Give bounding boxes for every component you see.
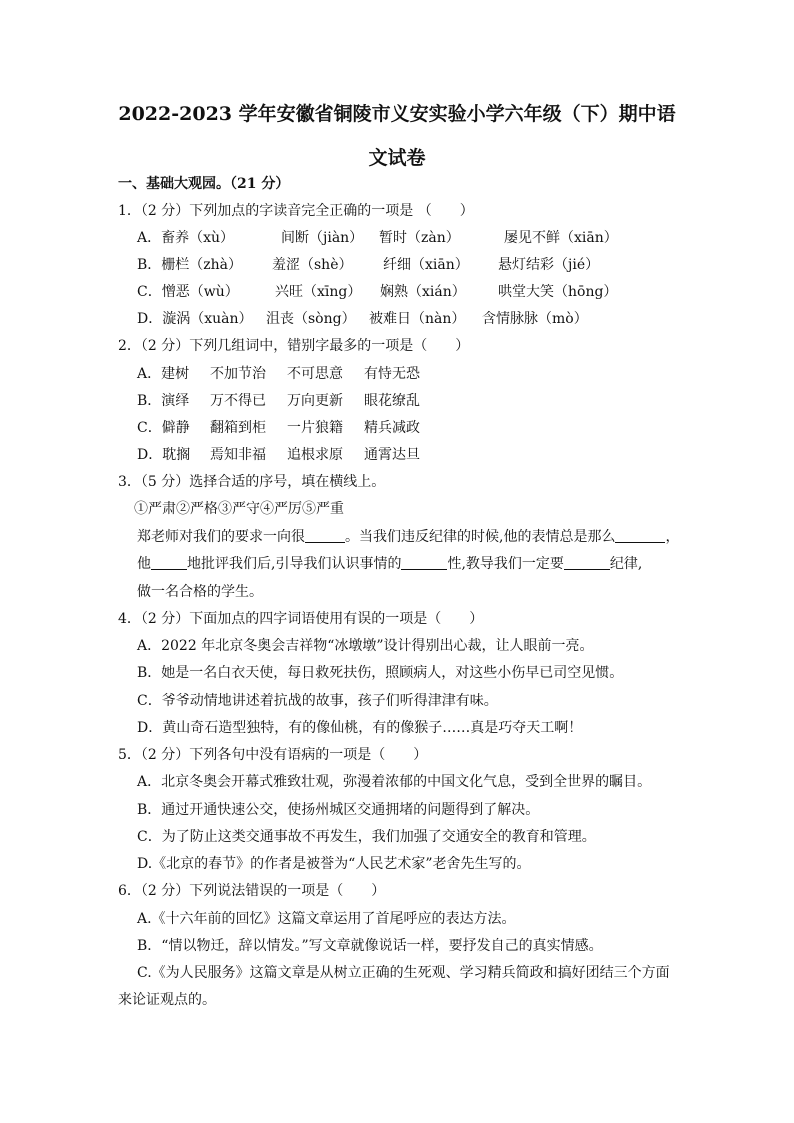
- q2-c-2: 翻箱到柜: [210, 420, 266, 436]
- q3-blank-4[interactable]: [401, 555, 447, 570]
- q5-stem: 5．（2 分）下列各句中没有语病的一项是（ ）: [118, 747, 428, 763]
- q2-d-3: 追根求原: [287, 447, 343, 463]
- q2-d-2: 焉知非福: [210, 447, 266, 463]
- q1-a-3: 暂时（zàn）: [379, 230, 460, 246]
- q5-option-c: C．为了防止这类交通事故不再发生，我们加强了交通安全的教育和管理。: [137, 829, 596, 845]
- q1-b-2: 羞涩（shè）: [272, 257, 353, 273]
- q3-blank-5[interactable]: [564, 555, 610, 570]
- q4-option-c: C．爷爷动情地讲述着抗战的故事，孩子们听得津津有味。: [137, 693, 498, 709]
- q1-b-4: 悬灯结彩（jié）: [498, 257, 600, 273]
- q4-stem: 4．（2 分）下面加点的四字词语使用有误的一项是（ ）: [118, 611, 484, 627]
- page-title: [100, 92, 694, 180]
- q2-a-3: 不可思意: [287, 366, 343, 382]
- q2-b-2: 万不得已: [210, 393, 266, 409]
- q2-stem: 2．（2 分）下列几组词中，错别字最多的一项是（ ）: [118, 338, 470, 354]
- q5-option-a: A．北京冬奥会开幕式雅致壮观，弥漫着浓郁的中国文化气息，受到全世界的瞩目。: [137, 774, 652, 790]
- q2-d-1: D．耽搁: [137, 447, 191, 463]
- q2-c-3: 一片狼籍: [287, 420, 343, 436]
- q6-option-a: A.《十六年前的回忆》这篇文章运用了首尾呼应的表达方法。: [137, 911, 516, 927]
- q1-d-4: 含情脉脉（mò）: [482, 311, 588, 327]
- q4-option-d: D．黄山奇石造型独特，有的像仙桃，有的像猴子……真是巧夺天工啊！: [137, 720, 583, 736]
- q1-stem: 1．（2 分）下列加点的字读音完全正确的一项是 （ ）: [118, 203, 474, 219]
- q2-b-4: 眼花缭乱: [364, 393, 420, 409]
- q1-d-3: 被难日（nàn）: [369, 311, 466, 327]
- q3-word-options: ①严肃②严格③严守④严厉⑤严重: [134, 501, 344, 517]
- title-line-2: 文试卷: [368, 147, 426, 169]
- q1-b-1: B．栅栏（zhà）: [137, 257, 243, 273]
- q1-a-1: A．畜养（xù）: [137, 230, 235, 246]
- q1-d-1: D．漩涡（xuàn）: [137, 311, 253, 327]
- q6-stem: 6．（2 分）下列说法错误的一项是（ ）: [118, 883, 386, 899]
- q1-c-1: C．憎恶（wù）: [137, 284, 239, 300]
- q2-a-1: A．建树: [137, 366, 190, 382]
- q1-a-4: 屡见不鲜（xiān）: [504, 230, 618, 246]
- q1-c-4: 哄堂大笑（hōng）: [498, 284, 618, 300]
- q2-c-4: 精兵减政: [364, 420, 420, 436]
- q2-a-4: 有恃无恐: [364, 366, 420, 382]
- q2-b-3: 万向更新: [287, 393, 343, 409]
- q1-a-2: 间断（jiàn）: [281, 230, 364, 246]
- title-line-1: 2022-2023 学年安徽省铜陵市义安实验小学六年级（下）期中语: [118, 103, 676, 125]
- q3-blank-1[interactable]: [305, 528, 345, 543]
- q3-blank-2[interactable]: [615, 528, 665, 543]
- q4-option-a: A．2022 年北京冬奥会吉祥物“冰墩墩”设计得别出心裁，让人眼前一亮。: [137, 638, 594, 654]
- q6-option-c-line-1: C.《为人民服务》这篇文章是从树立正确的生死观、学习精兵简政和搞好团结三个方面: [137, 965, 670, 981]
- q1-d-2: 沮丧（sòng）: [266, 311, 356, 327]
- q1-c-3: 娴熟（xián）: [380, 284, 466, 300]
- q6-option-c-line-2: 来论证观点的。: [118, 992, 216, 1008]
- q2-d-4: 通霄达旦: [364, 447, 420, 463]
- q1-b-3: 纤细（xiān）: [383, 257, 469, 273]
- q3-stem: 3．（5 分）选择合适的序号，填在横线上。: [118, 474, 386, 490]
- section-heading: 一、基础大观园。（21 分）: [118, 176, 290, 192]
- q2-a-2: 不加节治: [210, 366, 266, 382]
- q6-option-b: B．“情以物迁，辞以情发。”写文章就像说话一样，要抒发自己的真实情感。: [137, 938, 603, 954]
- q2-b-1: B．演绎: [137, 393, 190, 409]
- q3-line-3: 做一名合格的学生。: [137, 584, 263, 600]
- q3-line-1: 郑老师对我们的要求一向很 。当我们违反纪律的时候,他的表情总是那么 ，: [137, 529, 680, 545]
- q4-option-b: B．她是一名白衣天使，每日救死扶伤，照顾病人，对这些小伤早已司空见惯。: [137, 665, 624, 681]
- q3-blank-3[interactable]: [151, 555, 187, 570]
- q5-option-d: D.《北京的春节》的作者是被誉为“人民艺术家”老舍先生写的。: [137, 856, 531, 872]
- q5-option-b: B．通过开通快速公交，使扬州城区交通拥堵的问题得到了解决。: [137, 802, 540, 818]
- q3-line-2: 他 地批评我们后,引导我们认识事情的 性,教导我们一定要 纪律,: [137, 556, 643, 572]
- q2-c-1: C．僻静: [137, 420, 190, 436]
- q1-c-2: 兴旺（xīng）: [275, 284, 362, 300]
